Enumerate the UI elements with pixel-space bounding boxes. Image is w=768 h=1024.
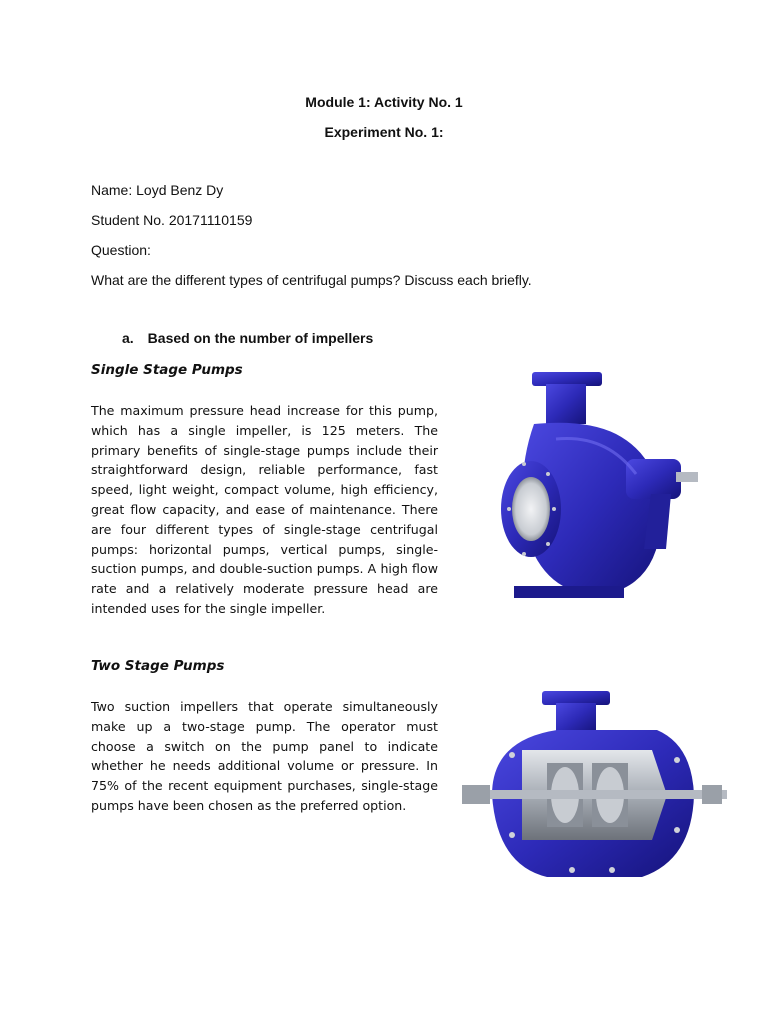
single-stage-title: Single Stage Pumps [91, 362, 243, 378]
two-stage-title: Two Stage Pumps [91, 658, 225, 674]
question-label: Question: [91, 242, 151, 258]
section-heading-impellers: a. Based on the number of impellers [122, 330, 374, 346]
single-stage-pump-image [476, 364, 716, 616]
student-number: Student No. 20171110159 [91, 212, 253, 228]
two-stage-paragraph: Two suction impellers that operate simultaneously make up a two-stage pump. The operator must choose a switch on the pump panel to indicate whether he needs additional volume or pressure. In 75% of the recent equipment purchases, single-stage pumps have been chosen as the preferred option. [91, 699, 438, 813]
single-stage-pump-illustration [476, 364, 716, 616]
two-stage-pump-illustration [452, 645, 734, 927]
document-subtitle: Experiment No. 1: [324, 124, 444, 140]
document-title: Module 1: Activity No. 1 [305, 94, 463, 110]
student-name: Name: Loyd Benz Dy [91, 182, 224, 198]
question-text: What are the different types of centrifugal pumps? Discuss each briefly. [91, 272, 532, 288]
two-stage-pump-image [452, 645, 734, 927]
single-stage-paragraph: The maximum pressure head increase for this pump, which has a single impeller, is 125 meters. The primary benefits of single-stage pumps include their straightforward design, reliable performance, fast speed, light weight, compact volume, high efficiency, great flow capacity, and ease of maintenance. There are four different types of single-stage centrifugal pumps: horizontal pumps, vertical pumps, single-suction pumps, and double-suction pumps. A high flow rate and a relatively moderate pressure head are intended uses for the single impeller. [91, 403, 438, 616]
